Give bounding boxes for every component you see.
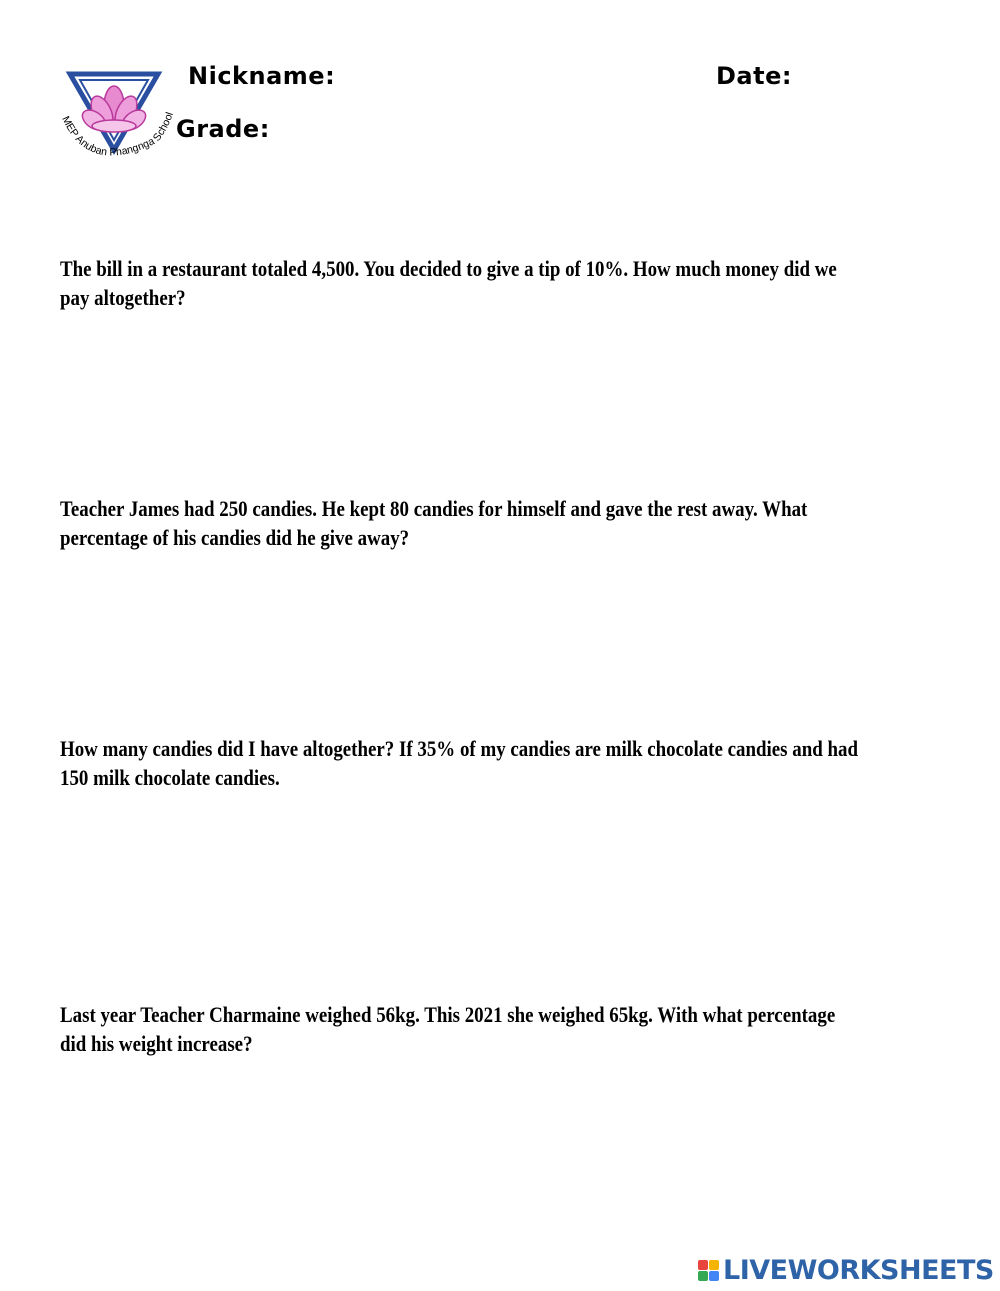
question-3-line-2: 150 milk chocolate candies. [60,765,280,790]
icon-square-red [698,1260,708,1270]
liveworksheets-brand: LIVEWORKSHEETS [723,1254,994,1286]
school-logo [58,66,180,178]
grade-label: Grade: [176,115,270,143]
question-1-line-1: The bill in a restaurant totaled 4,500. You decided to give a tip of 10%. How much money did we [60,256,837,281]
question-1 [60,254,946,312]
question-4-line-2: did his weight increase? [60,1031,253,1056]
school-logo-graphic [58,66,180,178]
question-2-line-1: Teacher James had 250 candies. He kept 80 candies for himself and gave the rest away. What [60,496,808,521]
icon-square-yellow [709,1260,719,1270]
liveworksheets-icon [698,1260,719,1281]
date-label: Date: [716,62,792,90]
question-3 [60,734,946,792]
logo-text: MEP Anuban Phangnga School [59,110,176,159]
liveworksheets-logo[interactable] [698,1254,994,1286]
nickname-label: Nickname: [188,62,336,90]
question-3-line-1: How many candies did I have altogether? If 35% of my candies are milk chocolate candies and had [60,736,858,761]
question-2-line-2: percentage of his candies did he give away? [60,525,410,550]
question-2 [60,494,946,552]
icon-square-green [698,1271,708,1281]
icon-square-blue [709,1271,719,1281]
question-1-line-2: pay altogether? [60,285,186,310]
question-4-line-1: Last year Teacher Charmaine weighed 56kg. This 2021 she weighed 65kg. With what percentage [60,1002,836,1027]
lotus-icon [79,86,149,134]
question-4 [60,1000,946,1058]
